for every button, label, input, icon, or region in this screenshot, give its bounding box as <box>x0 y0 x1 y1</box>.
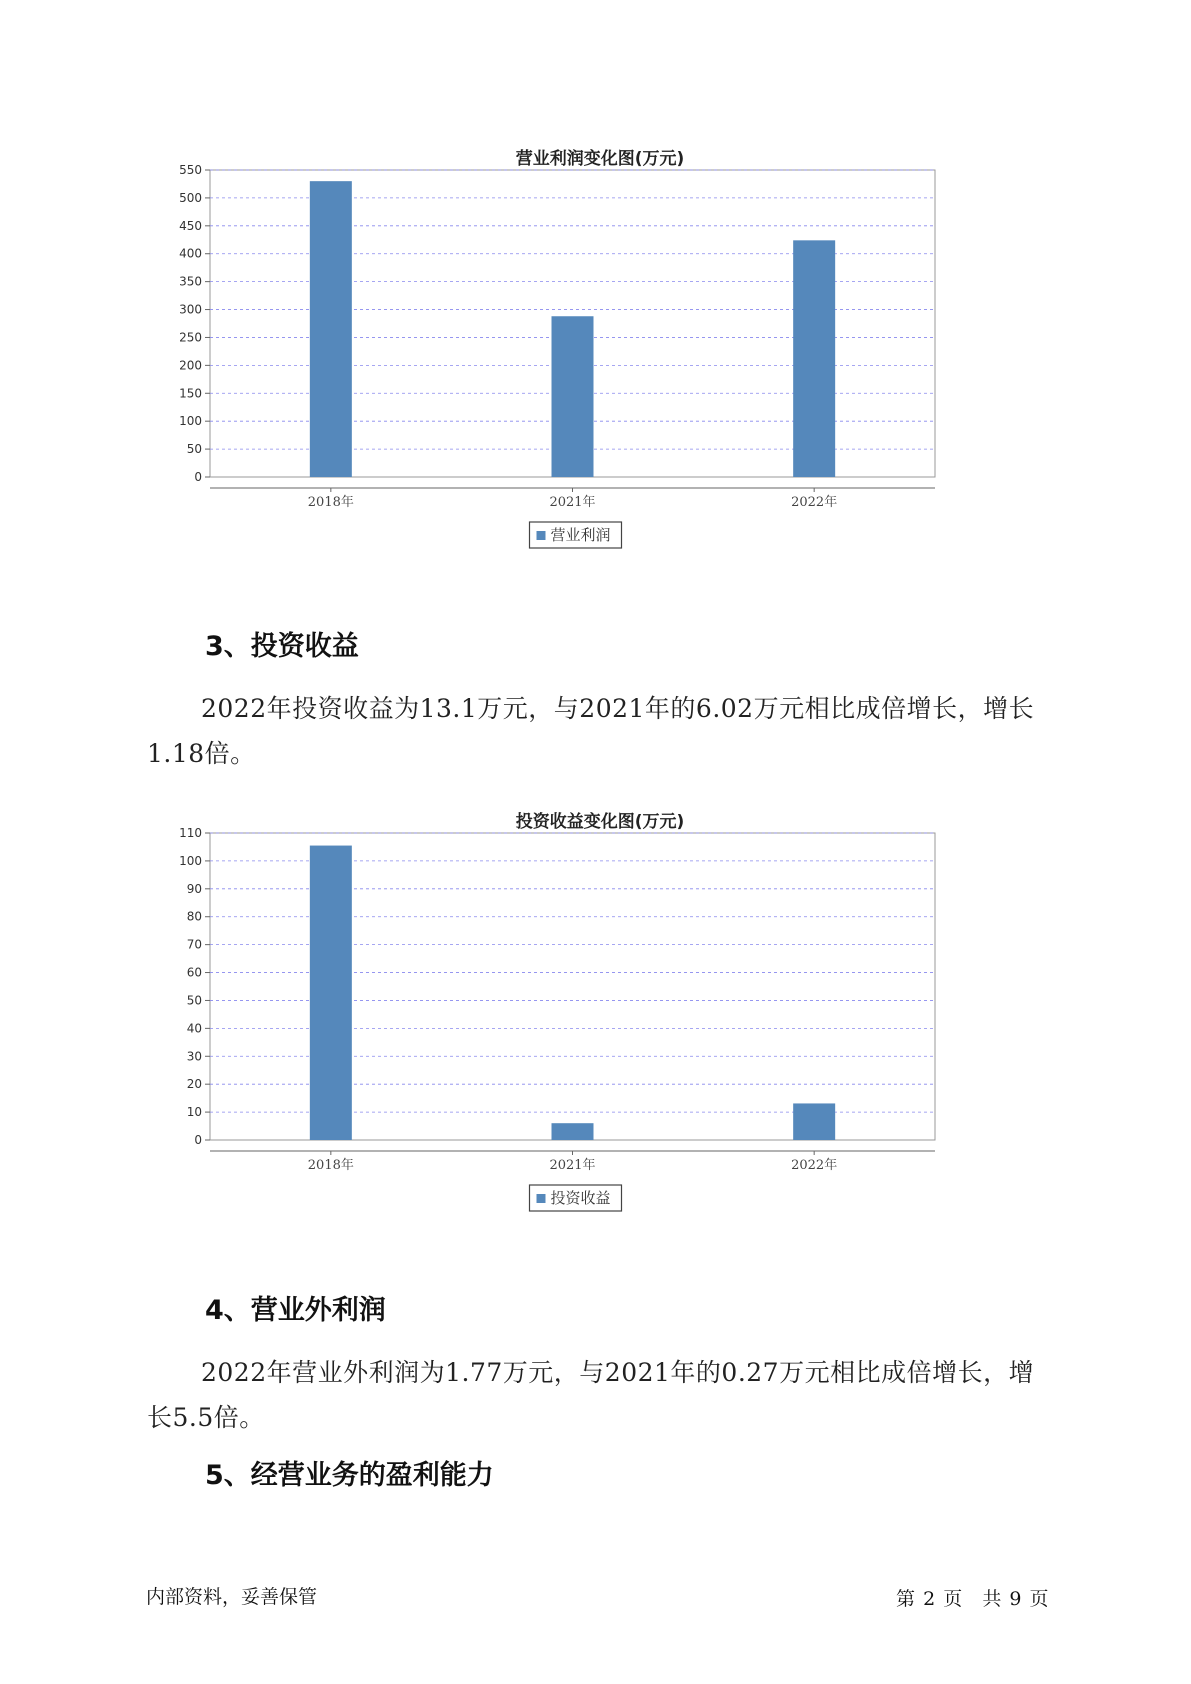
legend-label: 投资收益 <box>550 1189 611 1207</box>
paragraph-investment: 2022年投资收益为13.1万元，与2021年的6.02万元相比成倍增长，增长1.18倍。 <box>147 694 1035 768</box>
y-tick-label: 80 <box>186 909 202 924</box>
bar <box>552 1123 594 1140</box>
total-prefix: 共 <box>982 1588 1002 1610</box>
section-heading-nonoperating: 4、营业外利润 <box>205 1295 386 1326</box>
chart-title: 营业利润变化图(万元) <box>515 149 685 169</box>
legend-swatch <box>537 1194 546 1203</box>
page-prefix: 第 <box>896 1588 916 1610</box>
y-tick-label: 550 <box>179 163 202 177</box>
y-tick-label: 0 <box>194 1133 202 1147</box>
chart-title: 投资收益变化图(万元) <box>515 812 685 832</box>
chart-svg <box>150 140 1050 590</box>
bar <box>793 240 835 477</box>
y-tick-label: 350 <box>179 274 202 289</box>
total-unit: 页 <box>1029 1588 1049 1610</box>
section-heading-investment: 3、投资收益 <box>205 631 359 662</box>
y-tick-label: 200 <box>179 358 202 373</box>
section-heading-profitability: 5、经营业务的盈利能力 <box>205 1460 494 1491</box>
y-tick-label: 100 <box>179 414 202 429</box>
y-tick-label: 10 <box>186 1105 202 1120</box>
y-tick-label: 150 <box>179 386 202 401</box>
x-tick-label: 2021年 <box>549 495 596 510</box>
page-unit: 页 <box>943 1588 963 1610</box>
bar <box>552 316 594 477</box>
y-tick-label: 40 <box>186 1021 202 1036</box>
y-tick-label: 70 <box>186 937 202 952</box>
x-tick-label: 2018年 <box>307 495 354 510</box>
y-tick-label: 500 <box>179 190 202 205</box>
footer-page-number <box>895 1584 1050 1611</box>
y-tick-label: 450 <box>179 218 202 233</box>
legend-label: 营业利润 <box>550 526 611 544</box>
y-tick-label: 20 <box>186 1077 202 1092</box>
bar <box>310 181 352 477</box>
total-pages: 9 <box>1009 1588 1022 1610</box>
legend-swatch <box>537 531 546 540</box>
y-tick-label: 400 <box>179 246 202 261</box>
investment-income-chart <box>150 803 1050 1253</box>
chart-svg <box>150 803 1050 1253</box>
x-tick-label: 2018年 <box>307 1158 354 1173</box>
y-tick-label: 300 <box>179 302 202 317</box>
y-tick-label: 250 <box>179 330 202 345</box>
y-tick-label: 60 <box>186 965 202 980</box>
y-tick-label: 0 <box>194 470 202 484</box>
x-tick-label: 2021年 <box>549 1158 596 1173</box>
y-tick-label: 30 <box>186 1049 202 1064</box>
bar <box>793 1103 835 1140</box>
y-tick-label: 90 <box>186 881 202 896</box>
x-tick-label: 2022年 <box>791 495 838 510</box>
page-number: 2 <box>923 1588 936 1610</box>
operating-profit-chart <box>150 140 1050 590</box>
paragraph-nonoperating: 2022年营业外利润为1.77万元，与2021年的0.27万元相比成倍增长，增长5.5倍。 <box>147 1358 1035 1432</box>
y-tick-label: 110 <box>179 826 202 840</box>
bar <box>310 846 352 1140</box>
y-tick-label: 50 <box>186 993 202 1008</box>
y-tick-label: 100 <box>179 853 202 868</box>
x-tick-label: 2022年 <box>791 1158 838 1173</box>
footer-confidential: 内部资料，妥善保管 <box>146 1586 318 1608</box>
y-tick-label: 50 <box>186 442 202 457</box>
